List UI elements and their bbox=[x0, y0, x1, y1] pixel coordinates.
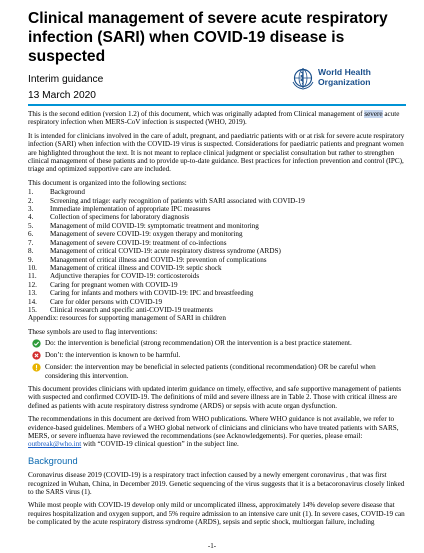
symbol-consider-row bbox=[28, 363, 408, 380]
background-paragraph-2: While most people with COVID-19 develop only mild or uncomplicated illness, approximately 14% develop severe disease that requires hospitalization and oxygen support, and 5% require admission to an intensive care unit (1). In severe cases, COVID-19 can be complicated by the acute respiratory distress syndrome (ARDS), sepsis and septic shock, multiorgan failure, including bbox=[28, 501, 405, 527]
section-number: 6. bbox=[28, 230, 34, 239]
section-label: Adjunctive therapies for COVID-19: corticosteroids bbox=[50, 272, 200, 281]
section-label: Caring for pregnant women with COVID-19 bbox=[50, 280, 178, 289]
section-item bbox=[28, 205, 408, 213]
section-number: 4. bbox=[28, 213, 34, 222]
who-wordmark-line1: World Health bbox=[318, 67, 371, 77]
who-wordmark-line2: Organization bbox=[318, 76, 371, 87]
section-label: Care for older persons with COVID-19 bbox=[50, 297, 163, 306]
section-item bbox=[28, 213, 408, 221]
section-number: 14. bbox=[28, 297, 37, 306]
section-item bbox=[28, 247, 408, 255]
section-label: Management of mild COVID-19: symptomatic treatment and monitoring bbox=[50, 221, 259, 230]
section-item bbox=[28, 239, 408, 247]
recommendations-paragraph bbox=[28, 415, 408, 449]
appendix-item bbox=[28, 314, 408, 322]
recommendations-text-b: with “COVID-19 clinical question” in the subject line. bbox=[81, 440, 239, 449]
document-subtitle: Interim guidance bbox=[28, 74, 104, 85]
intro-paragraph-3: This document is organized into the following sections: bbox=[28, 178, 187, 187]
section-item bbox=[28, 306, 408, 314]
symbol-do-text: Do: the intervention is beneficial (strong recommendation) OR the intervention is a best practice statement. bbox=[45, 339, 352, 348]
section-label: Background bbox=[50, 188, 85, 197]
exclamation-icon bbox=[32, 363, 41, 372]
section-label: Management of severe COVID-19: oxygen therapy and monitoring bbox=[50, 230, 243, 239]
section-item bbox=[28, 298, 408, 306]
section-label: Screening and triage: early recognition of patients with SARI associated with COVID-19 bbox=[50, 196, 305, 205]
document-date: 13 March 2020 bbox=[28, 90, 96, 101]
section-number: 3. bbox=[28, 205, 34, 214]
document-header bbox=[28, 9, 406, 101]
section-item bbox=[28, 197, 408, 205]
symbol-dont-row bbox=[28, 351, 408, 360]
section-number: 1. bbox=[28, 188, 34, 197]
document-body bbox=[28, 110, 408, 527]
section-item bbox=[28, 230, 408, 238]
section-number: 11. bbox=[28, 272, 37, 281]
background-heading: Background bbox=[28, 455, 78, 466]
section-number: 12. bbox=[28, 280, 37, 289]
page-number: -1- bbox=[207, 542, 217, 550]
section-number: 8. bbox=[28, 247, 34, 256]
section-item bbox=[28, 281, 408, 289]
section-item bbox=[28, 264, 408, 272]
section-item bbox=[28, 222, 408, 230]
symbols-intro: These symbols are used to flag interventions: bbox=[28, 327, 158, 336]
highlighted-word[interactable]: severe bbox=[364, 110, 383, 118]
intro-paragraph-1 bbox=[28, 110, 408, 127]
symbol-dont-text: Don’t: the intervention is known to be harmful. bbox=[45, 351, 181, 360]
section-item bbox=[28, 256, 408, 264]
section-label: Management of critical illness and COVID-19: prevention of complications bbox=[50, 255, 267, 264]
document-title: Clinical management of severe acute respiratory infection (SARI) when COVID-19 disease is suspected bbox=[28, 10, 388, 65]
section-number: 5. bbox=[28, 221, 34, 230]
recommendations-text-a: The recommendations in this document are derived from WHO publications. Where WHO guidance is not available, we refer to evidence-based guidelines. Members of a WHO global network of clinicians and clinicians who have treated patients with SARS, MERS, or severe influenza have reviewed the recommendations (see Acknowledgements). For queries, please email: bbox=[28, 415, 399, 440]
section-number: 10. bbox=[28, 263, 37, 272]
section-item bbox=[28, 289, 408, 297]
appendix-label: Appendix: resources for supporting management of SARI in children bbox=[28, 314, 226, 323]
section-label: Management of critical illness and COVID-19: septic shock bbox=[50, 263, 222, 272]
section-label: Management of severe COVID-19: treatment of co-infections bbox=[50, 238, 227, 247]
who-wordmark bbox=[318, 68, 371, 87]
section-number: 13. bbox=[28, 289, 37, 298]
header-rule bbox=[28, 104, 406, 106]
section-number: 15. bbox=[28, 305, 37, 314]
intro-p1-text-b: acute respiratory infection when MERS-CoV infection is suspected (WHO, 2019). bbox=[28, 110, 400, 127]
section-label: Management of critical COVID-19: acute respiratory distress syndrome (ARDS) bbox=[50, 247, 281, 256]
section-label: Caring for infants and mothers with COVID-19: IPC and breastfeeding bbox=[50, 289, 254, 298]
who-logo bbox=[291, 66, 421, 92]
symbol-consider-text: Consider: the intervention may be beneficial in selected patients (conditional recommendation) OR be careful when considering this intervention. bbox=[45, 363, 376, 380]
section-label: Collection of specimens for laboratory diagnosis bbox=[50, 213, 190, 222]
section-number: 2. bbox=[28, 196, 34, 205]
intro-paragraph-2: It is intended for clinicians involved in the care of adult, pregnant, and paediatric patients with or at risk for severe acute respiratory infection (SARI) when infection with the COVID-19 virus is suspected. Considerations for paediatric patients and pregnant women are highlighted throughout the text. It is not meant to replace clinical judgment or specialist consultation but rather to strengthen clinical management of these patients and to provide up-to-date guidance. Best practices for infection prevention and control (IPC), triage and optimized supportive care are included. bbox=[28, 131, 405, 174]
section-list bbox=[28, 188, 408, 323]
section-label: Immediate implementation of appropriate IPC measures bbox=[50, 205, 211, 214]
section-item bbox=[28, 272, 408, 280]
symbol-do-row bbox=[28, 339, 408, 348]
background-paragraph-1: Coronavirus disease 2019 (COVID-19) is a respiratory tract infection caused by a newly emergent coronavirus , that was first recognized in Wuhan, China, in December 2019. Genetic sequencing of the virus suggests that it is a betacoronavirus closely linked to the SARS virus (1). bbox=[28, 471, 405, 497]
section-item bbox=[28, 188, 408, 196]
section-number: 7. bbox=[28, 238, 34, 247]
check-icon bbox=[32, 339, 41, 348]
section-number: 9. bbox=[28, 255, 34, 264]
section-label: Clinical research and specific anti-COVID-19 treatments bbox=[50, 305, 213, 314]
guidance-paragraph: This document provides clinicians with updated interim guidance on timely, effective, and safe supportive management of patients with suspected and confirmed COVID-19. The definitions of mild and severe illness are in Table 2. Those with critical illness are defined as patients with acute respiratory distress syndrome (ARDS) or sepsis with acute organ dysfunction. bbox=[28, 384, 401, 410]
intro-p1-text-a: This is the second edition (version 1.2) of this document, which was originally adapted from Clinical management of bbox=[28, 110, 365, 118]
email-link[interactable]: outbreak@who.int bbox=[28, 440, 82, 449]
cross-icon bbox=[32, 351, 41, 360]
who-emblem-icon bbox=[291, 66, 315, 90]
